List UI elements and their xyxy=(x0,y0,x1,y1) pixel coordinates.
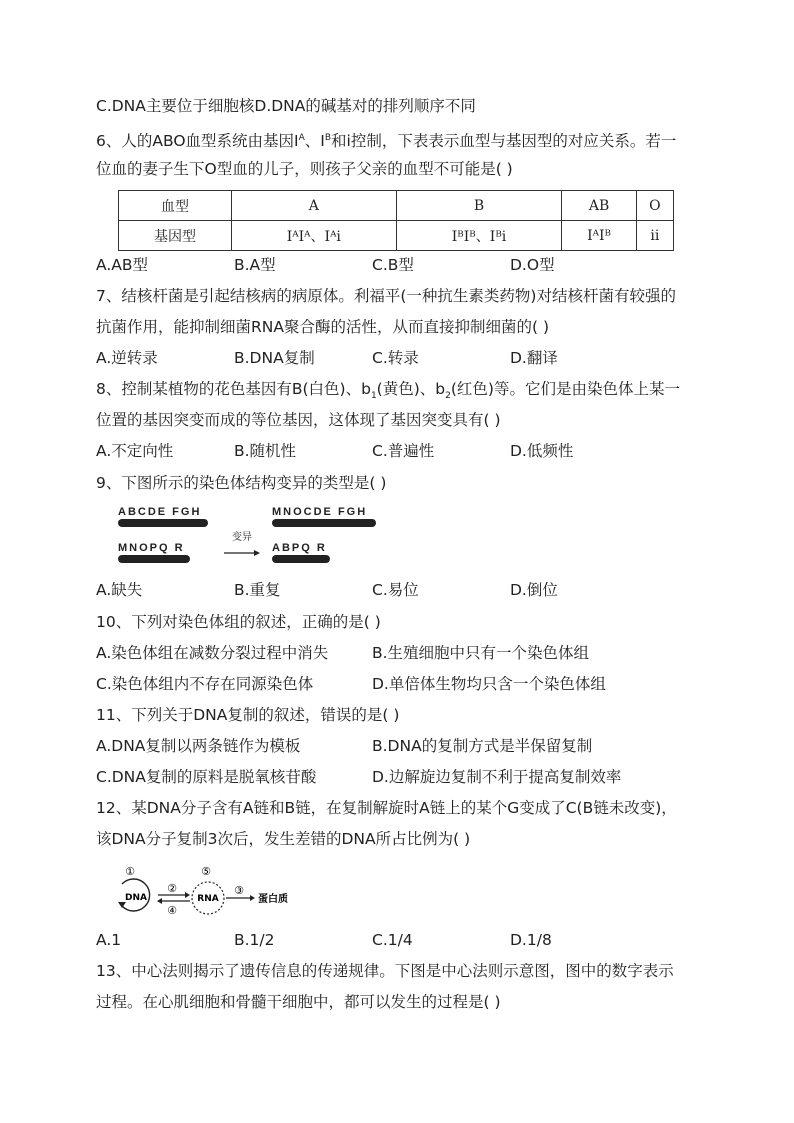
right-arrow-icon xyxy=(224,549,260,557)
table-cell: O xyxy=(636,191,673,221)
q12-option-b[interactable]: B.1/2 xyxy=(234,931,275,949)
q11-stem-line1: 11、下列关于DNA复制的叙述，错误的是( ) xyxy=(96,706,400,724)
arrow-label: 变异 xyxy=(232,532,252,543)
chromosome-bar xyxy=(272,519,376,527)
q10-option-a[interactable]: A.染色体组在减数分裂过程中消失 xyxy=(96,644,329,662)
q12-option-d[interactable]: D.1/8 xyxy=(510,931,552,949)
table-row-label: 基因型 xyxy=(119,221,232,251)
q7-option-a[interactable]: A.逆转录 xyxy=(96,349,158,367)
arrowhead-icon xyxy=(157,898,162,904)
dna-label: DNA xyxy=(125,893,147,903)
table-cell: IᴬIᴮ xyxy=(562,221,636,251)
q9-option-b[interactable]: B.重复 xyxy=(234,581,281,599)
chromosome-label: MNOCDE FGH xyxy=(272,506,368,518)
chromosome-label: MNOPQ R xyxy=(118,542,185,554)
table-cell: ii xyxy=(636,221,673,251)
process-label-3: ③ xyxy=(234,884,244,897)
q10-option-c[interactable]: C.染色体组内不存在同源染色体 xyxy=(96,675,314,693)
q6-stem-line1: 6、人的ABO血型系统由基因$I^A$、$I^B$和i控制，下表表示血型与基因型的对应关系。若一 xyxy=(96,132,677,151)
q11-option-b[interactable]: B.DNA的复制方式是半保留复制 xyxy=(372,737,593,755)
chromosome-mnocdefgh xyxy=(272,507,376,527)
q11-option-a[interactable]: A.DNA复制以两条链作为模板 xyxy=(96,737,301,755)
q6-option-b[interactable]: B.A型 xyxy=(234,256,276,274)
process-label-4: ④ xyxy=(167,904,177,917)
chromosome-bar xyxy=(272,555,330,563)
q12-stem-line2: 该DNA分子复制3次后，发生差错的DNA所占比例为( ) xyxy=(96,830,471,848)
chromosome-bar xyxy=(118,519,208,527)
q13-stem-line1: 13、中心法则揭示了遗传信息的传递规律。下图是中心法则示意图，图中的数字表示 xyxy=(96,962,674,980)
q8-option-d[interactable]: D.低频性 xyxy=(510,442,574,460)
q6-option-d[interactable]: D.O型 xyxy=(510,256,555,274)
chromosome-label: ABCDE FGH xyxy=(118,506,202,518)
q11-option-c[interactable]: C.DNA复制的原料是脱氧核苷酸 xyxy=(96,768,317,786)
arrowhead-icon xyxy=(250,895,255,901)
q7-option-c[interactable]: C.转录 xyxy=(372,349,419,367)
q6-option-c[interactable]: C.B型 xyxy=(372,256,414,274)
q13-stem-line2: 过程。在心肌细胞和骨髓干细胞中，都可以发生的过程是( ) xyxy=(96,993,501,1011)
table-cell: AB xyxy=(562,191,636,221)
q6-stem-line2: 位血的妻子生下O型血的儿子，则孩子父亲的血型不可能是( ) xyxy=(96,160,513,178)
q12-option-c[interactable]: C.1/4 xyxy=(372,931,413,949)
rna-label: RNA xyxy=(197,894,219,904)
q9-stem-line1: 9、下图所示的染色体结构变异的类型是( ) xyxy=(96,474,387,492)
chromosome-abpqr xyxy=(272,543,330,563)
q8-stem-line1: 8、控制某植物的花色基因有B(白色)、$b_1$(黄色)、$b_2$(红色)等。它们是由染色体上某一 xyxy=(96,380,680,402)
chromosome-bar xyxy=(118,555,190,563)
table-row xyxy=(119,221,674,251)
q10-stem-line1: 10、下列对染色体组的叙述，正确的是( ) xyxy=(96,613,381,631)
chromosome-label: ABPQ R xyxy=(272,542,327,554)
process-label-2: ② xyxy=(167,882,177,895)
table-header-label: 血型 xyxy=(119,191,232,221)
q9-option-d[interactable]: D.倒位 xyxy=(510,581,558,599)
q7-stem-line1: 7、结核杆菌是引起结核病的病原体。利福平(一种抗生素类药物)对结核杆菌有较强的 xyxy=(96,287,676,305)
q7-stem-line2: 抗菌作用，能抑制细菌RNA聚合酶的活性，从而直接抑制细菌的( ) xyxy=(96,318,549,336)
chromosome-mnopqr xyxy=(118,543,190,563)
q9-option-a[interactable]: A.缺失 xyxy=(96,581,143,599)
q7-option-d[interactable]: D.翻译 xyxy=(510,349,558,367)
q10-option-b[interactable]: B.生殖细胞中只有一个染色体组 xyxy=(372,644,590,662)
table-row xyxy=(119,191,674,221)
q8-stem-line2: 位置的基因突变而成的等位基因，这体现了基因突变具有( ) xyxy=(96,411,501,429)
central-dogma-diagram xyxy=(112,864,312,918)
table-cell: B xyxy=(396,191,562,221)
chromosome-abcdefgh xyxy=(118,507,208,527)
q8-option-c[interactable]: C.普遍性 xyxy=(372,442,435,460)
q9-option-c[interactable]: C.易位 xyxy=(372,581,419,599)
process-label-5: ⑤ xyxy=(201,865,211,878)
protein-label: 蛋白质 xyxy=(258,894,288,905)
q5-option-line: C.DNA主要位于细胞核D.DNA的碱基对的排列顺序不同 xyxy=(96,97,476,115)
blood-type-table xyxy=(118,190,674,251)
table-cell: IᴮIᴮ、Iᴮi xyxy=(396,221,562,251)
q12-option-a[interactable]: A.1 xyxy=(96,931,122,949)
table-cell: A xyxy=(232,191,397,221)
q11-option-d[interactable]: D.边解旋边复制不利于提高复制效率 xyxy=(372,768,622,786)
q8-option-b[interactable]: B.随机性 xyxy=(234,442,297,460)
q8-option-a[interactable]: A.不定向性 xyxy=(96,442,174,460)
process-label-1: ① xyxy=(125,865,135,878)
mutation-arrow xyxy=(224,528,260,561)
q6-option-a[interactable]: A.AB型 xyxy=(96,256,148,274)
q12-stem-line1: 12、某DNA分子含有A链和B链，在复制解旋时A链上的某个G变成了C(B链未改变)， xyxy=(96,799,677,817)
arrowhead-icon xyxy=(185,892,190,898)
table-cell: IᴬIᴬ、Iᴬi xyxy=(232,221,397,251)
q10-option-d[interactable]: D.单倍体生物均只含一个染色体组 xyxy=(372,675,606,693)
q7-option-b[interactable]: B.DNA复制 xyxy=(234,349,315,367)
